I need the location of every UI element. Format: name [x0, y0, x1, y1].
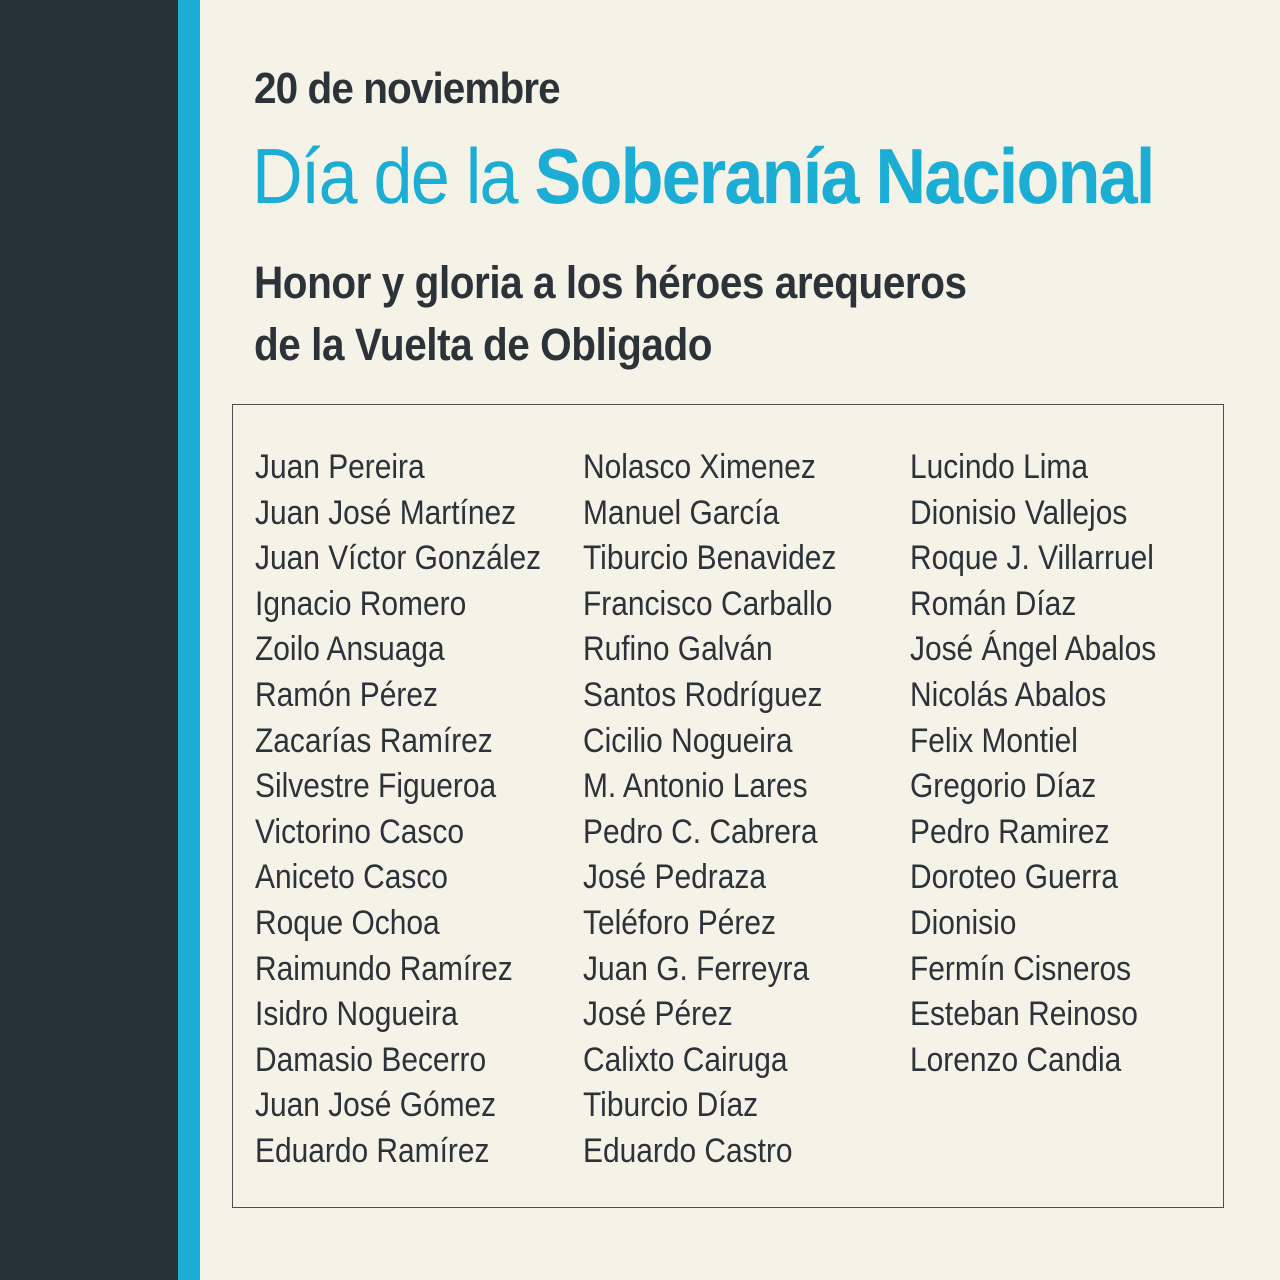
hero-name: Juan José Martínez: [255, 493, 517, 532]
left-dark-band: [0, 0, 178, 1280]
hero-name: Ignacio Romero: [255, 584, 467, 623]
hero-name: Doroteo Guerra: [910, 858, 1118, 897]
hero-name: Zoilo Ansuaga: [255, 630, 445, 669]
hero-name: Silvestre Figueroa: [255, 767, 497, 806]
hero-name: Juan G. Ferreyra: [583, 949, 810, 988]
subtitle-line-2: de la Vuelta de Obligado: [254, 319, 713, 370]
hero-name: Eduardo Ramírez: [255, 1131, 490, 1170]
subtitle: [254, 252, 967, 376]
hero-name: Fermín Cisneros: [910, 949, 1132, 988]
hero-name: Francisco Carballo: [583, 584, 833, 623]
hero-name: Pedro C. Cabrera: [583, 812, 818, 851]
date-heading: 20 de noviembre: [254, 64, 560, 113]
hero-name: Raimundo Ramírez: [255, 949, 513, 988]
title-light-part: Día de la: [252, 132, 535, 220]
hero-name: Esteban Reinoso: [910, 995, 1138, 1034]
title-bold-part: Soberanía Nacional: [534, 132, 1154, 220]
hero-name: José Pedraza: [583, 858, 766, 897]
hero-name: Lorenzo Candia: [910, 1040, 1122, 1079]
subtitle-line-1: Honor y gloria a los héroes arequeros: [254, 257, 967, 308]
names-column-3: [910, 445, 1190, 1083]
hero-name: Juan Víctor González: [255, 539, 542, 578]
left-blue-stripe: [178, 0, 200, 1280]
hero-name: Roque J. Villarruel: [910, 539, 1154, 578]
hero-name: Tiburcio Díaz: [583, 1086, 759, 1125]
hero-name: Juan José Gómez: [255, 1086, 497, 1125]
hero-name: Aniceto Casco: [255, 858, 448, 897]
hero-name: Rufino Galván: [583, 630, 773, 669]
hero-name: M. Antonio Lares: [583, 767, 808, 806]
hero-name: Calixto Cairuga: [583, 1040, 788, 1079]
hero-name: José Ángel Abalos: [910, 630, 1157, 669]
hero-name: Victorino Casco: [255, 812, 464, 851]
hero-name: Pedro Ramirez: [910, 812, 1110, 851]
hero-name: Lucindo Lima: [910, 448, 1088, 486]
hero-name: Roque Ochoa: [255, 903, 440, 942]
hero-name: Santos Rodríguez: [583, 675, 823, 714]
hero-name: Nolasco Ximenez: [583, 448, 816, 486]
hero-name: Damasio Becerro: [255, 1040, 487, 1079]
hero-name: Ramón Pérez: [255, 675, 438, 714]
hero-name: Juan Pereira: [255, 448, 425, 486]
heroes-names-box: [232, 404, 1224, 1208]
names-column-1: [255, 445, 580, 1175]
hero-name: Manuel García: [583, 493, 780, 532]
hero-name: Nicolás Abalos: [910, 675, 1107, 714]
hero-name: Eduardo Castro: [583, 1131, 793, 1170]
hero-name: José Pérez: [583, 995, 733, 1034]
page-title: [252, 134, 1154, 220]
hero-name: Dionisio: [910, 903, 1017, 942]
hero-name: Dionisio Vallejos: [910, 493, 1128, 532]
hero-name: Zacarías Ramírez: [255, 721, 493, 760]
hero-name: Román Díaz: [910, 584, 1077, 623]
hero-name: Felix Montiel: [910, 721, 1078, 760]
hero-name: Gregorio Díaz: [910, 767, 1097, 806]
hero-name: Tiburcio Benavidez: [583, 539, 837, 578]
hero-name: Isidro Nogueira: [255, 995, 458, 1034]
hero-name: Teléforo Pérez: [583, 903, 776, 942]
hero-name: Cicilio Nogueira: [583, 721, 793, 760]
names-column-2: [583, 445, 871, 1175]
